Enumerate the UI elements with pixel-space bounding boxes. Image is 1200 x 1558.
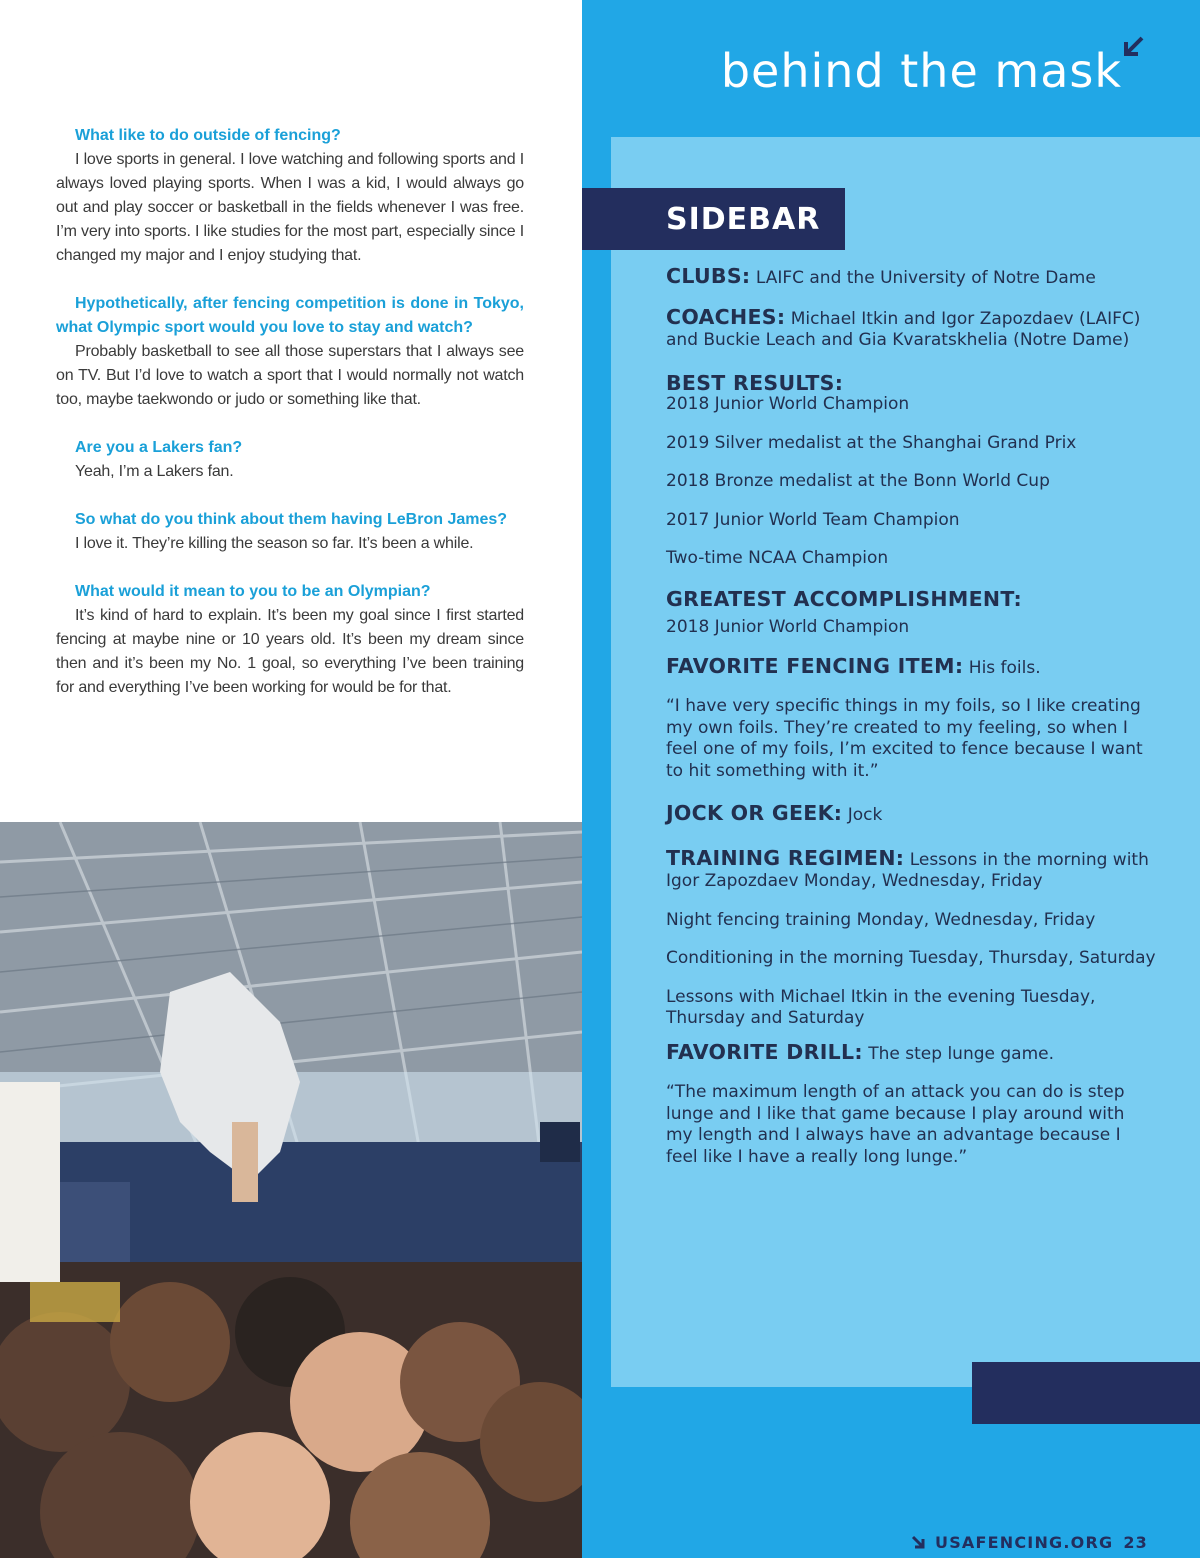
interview-answer: I love sports in general. I love watching and following sports and I always loved playing sports. When I was a kid, I would always go out and play soccer or basketball in the fields whenever I was free. I’m very into sports. I like studies for the most part, especially since I changed my major and I enjoy studying that. bbox=[56, 151, 524, 264]
interview-question: Are you a Lakers fan? bbox=[75, 439, 243, 456]
clubs-label: CLUBS: bbox=[666, 264, 751, 288]
favorite-item-entry bbox=[666, 653, 1156, 680]
favorite-drill-label: FAVORITE DRILL: bbox=[666, 1039, 863, 1064]
arrow-down-right-icon bbox=[911, 1535, 925, 1549]
favorite-drill-value: The step lunge game. bbox=[868, 1043, 1055, 1064]
interview-question: Hypothetically, after fencing competition is done in Tokyo, what Olympic sport would you love to stay and watch? bbox=[56, 295, 524, 336]
coaches-label: COACHES: bbox=[666, 304, 786, 329]
best-result-item: 2017 Junior World Team Champion bbox=[666, 509, 960, 530]
training-label: TRAINING REGIMEN: bbox=[666, 845, 905, 870]
corner-block bbox=[972, 1362, 1200, 1424]
coaches-entry bbox=[666, 304, 1156, 352]
training-item: Night fencing training Monday, Wednesday, Friday bbox=[666, 909, 1096, 930]
greatest-accomplishment-value: 2018 Junior World Champion bbox=[666, 617, 910, 637]
qa-block bbox=[56, 292, 524, 412]
clubs-entry bbox=[666, 266, 1156, 290]
jock-or-geek-entry bbox=[666, 803, 1156, 827]
arrow-down-left-icon bbox=[1122, 34, 1146, 58]
greatest-accomplishment-label: GREATEST ACCOMPLISHMENT: bbox=[666, 586, 1022, 611]
jock-or-geek-value: Jock bbox=[847, 805, 883, 825]
celebration-photo bbox=[0, 822, 582, 1558]
page-number: 23 bbox=[1123, 1532, 1148, 1552]
favorite-item-value: His foils. bbox=[968, 657, 1041, 678]
sidebar-tag-label: SIDEBAR bbox=[666, 202, 821, 237]
training-item: Lessons with Michael Itkin in the evening Tuesday, Thursday and Saturday bbox=[666, 986, 1096, 1028]
coaches-value: Michael Itkin and Igor Zapozdaev (LAIFC) and Buckie Leach and Gia Kvaratskhelia (Notre Dame) bbox=[666, 308, 1141, 350]
qa-block bbox=[56, 436, 524, 484]
clubs-value: LAIFC and the University of Notre Dame bbox=[755, 268, 1096, 288]
page-title: behind the mask bbox=[720, 44, 1122, 98]
training-item: Conditioning in the morning Tuesday, Thursday, Saturday bbox=[666, 948, 1156, 968]
jock-or-geek-label: JOCK OR GEEK: bbox=[666, 801, 843, 825]
sidebar-panel bbox=[582, 0, 1200, 1558]
interview-question: So what do you think about them having LeBron James? bbox=[75, 511, 508, 528]
sidebar-tag bbox=[582, 188, 845, 250]
best-result-item: 2019 Silver medalist at the Shanghai Grand Prix bbox=[666, 432, 1077, 453]
qa-block bbox=[56, 580, 524, 700]
best-results-label: BEST RESULTS: bbox=[666, 370, 844, 395]
favorite-item-label: FAVORITE FENCING ITEM: bbox=[666, 653, 964, 678]
qa-block bbox=[56, 508, 524, 556]
favorite-drill-quote: “The maximum length of an attack you can do is step lunge and I like that game because I play around with my length and I always have an advantage because I feel like I have a really long lunge.” bbox=[666, 1082, 1125, 1167]
page-footer bbox=[911, 1530, 1148, 1554]
training-entry bbox=[666, 845, 1156, 893]
interview-answer: I love it. They’re killing the season so far. It’s been a while. bbox=[75, 535, 474, 552]
favorite-drill-entry bbox=[666, 1039, 1156, 1066]
qa-block bbox=[56, 124, 524, 268]
photo-illustration bbox=[0, 822, 582, 1558]
interview-answer: It’s kind of hard to explain. It’s been my goal since I first started fencing at maybe nine or 10 years old. It’s been my dream since then and it’s been my No. 1 goal, so everything I’ve been training for and everything I’ve been working for would be for that. bbox=[56, 607, 524, 696]
training-value: Lessons in the morning with Igor Zapozdaev Monday, Wednesday, Friday bbox=[666, 849, 1149, 891]
best-result-item: 2018 Bronze medalist at the Bonn World Cup bbox=[666, 471, 1050, 491]
best-result-item: 2018 Junior World Champion bbox=[666, 394, 910, 414]
interview-answer: Probably basketball to see all those superstars that I always see on TV. But I’d love to watch a sport that I would normally not watch too, maybe taekwondo or judo or something like that. bbox=[56, 343, 524, 408]
interview-question: What would it mean to you to be an Olympian? bbox=[75, 583, 431, 600]
interview-question: What like to do outside of fencing? bbox=[75, 127, 341, 144]
interview-answer: Yeah, I’m a Lakers fan. bbox=[75, 463, 234, 480]
best-result-item: Two-time NCAA Champion bbox=[666, 548, 889, 568]
interview-column bbox=[56, 124, 524, 724]
footer-site: USAFENCING.ORG bbox=[935, 1532, 1114, 1552]
favorite-item-quote: “I have very specific things in my foils, so I like creating my own foils. They’re created to my feeling, so when I feel one of my foils, I’m excited to fence because I want to hit something with it.” bbox=[666, 696, 1143, 781]
sidebar-content bbox=[666, 266, 1156, 1185]
